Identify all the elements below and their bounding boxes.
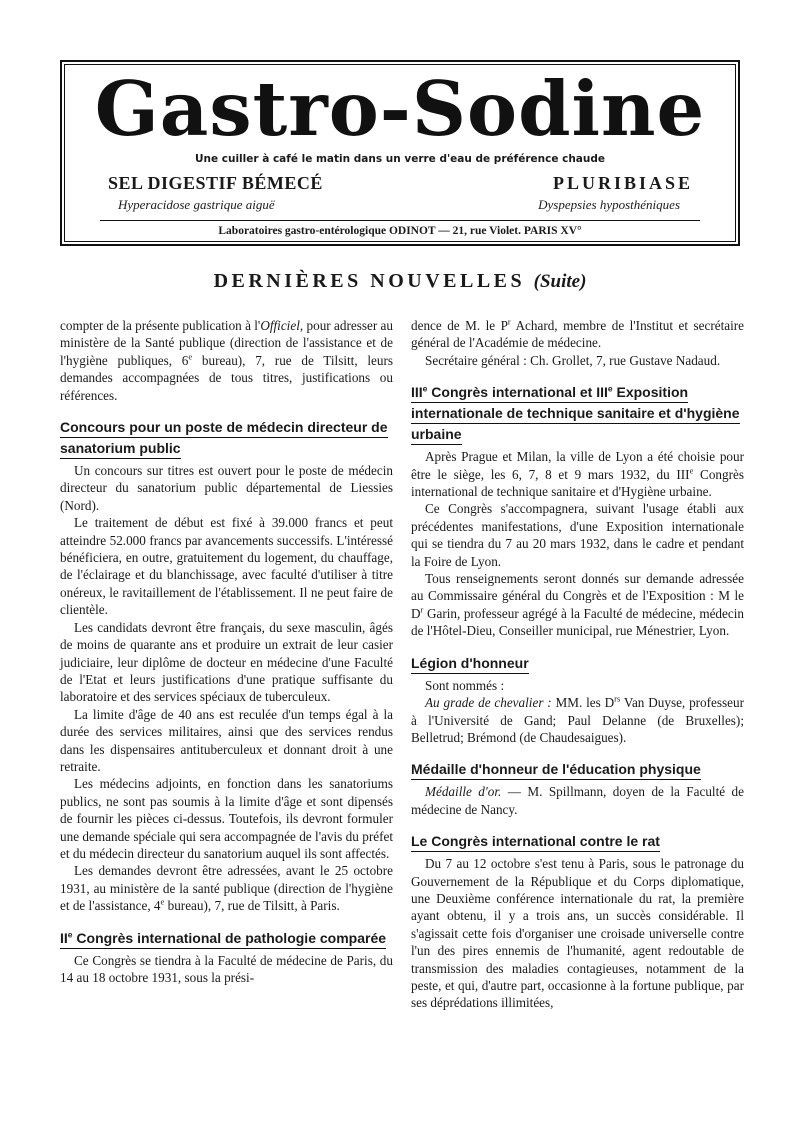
congres-rat-paragraph: Du 7 au 12 octobre s'est tenu à Paris, sous le patronage du Gouvernement de la République et du Corps diplomatique, une Deuxième conférence internationale du rat, la première ayant obtenu, il y a trois ans, un succès considérable. Il s'agissait cette fois d'organiser une croisade universelle contre l'un des pires ennemis de l'humanité, agent redoutable de transmission des maladies contagieuses, notamment de la peste, et qui, d'autre part, occasionne à la fortune publique, par ses déprédations illimitées, <box>411 856 744 1011</box>
page-title-suite: (Suite) <box>533 271 587 292</box>
brand-title: Gastro-Sodine <box>94 65 706 153</box>
concours-heading: Concours pour un poste de médecin directeur de sanatorium public <box>60 417 393 459</box>
advertisement-banner <box>60 60 740 246</box>
page-title-text: DERNIÈRES NOUVELLES <box>213 270 526 292</box>
concours-paragraph-2: Le traitement de début est fixé à 39.000 francs et peut atteindre 52.000 francs par avancements successifs. L'intéressé bénéficiera, en outre, gratuitement du logement, du chauffage, de l'éclairage et du blanchissage, avec faculté d'utiliser à titre onéreux, le ravitaillement de l'établissement. Il ne peut faire de clientèle. <box>60 515 393 618</box>
intro-paragraph: compter de la présente publication à l'Officiel, pour adresser au ministère de la Santé publique (direction de l'assistance et de l'hygiène publiques, 6e bureau), 7, rue de Tilsitt, leurs demandes accompagnées de tous titres, justifications ou références. <box>60 318 393 403</box>
congres-technique-paragraph-3: Tous renseignements seront donnés sur demande adressée au Commissaire général du Congrès et de l'Exposition : M le $D^r$ Garin, professeur agrégé à la Faculté de médecine, médecin de l'Hôtel-Dieu, Conseiller municipal, rue Ménestrier, Lyon. <box>411 571 744 639</box>
ad-divider <box>100 220 700 221</box>
left-product-indication: Hyperacidose gastrique aiguë <box>118 197 275 212</box>
congres-rat-heading: Le Congrès international contre le rat <box>411 831 744 852</box>
congres-pathologie-paragraph: Ce Congrès se tiendra à la Faculté de médecine de Paris, du 14 au 18 octobre 1931, sous la prési- <box>60 952 393 985</box>
ad-tagline: Une cuiller à café le matin dans un verre d'eau de préférence chaude <box>194 153 605 165</box>
medaille-paragraph: Médaille d'or. — M. Spillmann, doyen de la Faculté de médecine de Nancy. <box>411 784 744 817</box>
continuation-paragraph: dence de M. le $P^r$ Achard, membre de l'Institut et secrétaire général de l'Académie de médecine. <box>411 316 744 351</box>
legion-paragraph-1: Sont nommés : <box>425 677 505 693</box>
congres-pathologie-heading: IIe Congrès international de pathologie comparée <box>60 928 393 949</box>
laboratory-address: Laboratoires gastro-entérologique ODINOT — 21, rue Violet. PARIS XV° <box>218 225 582 237</box>
concours-paragraph-5: Les médecins adjoints, en fonction dans les sanatoriums publics, ne sont pas soumis à la limite d'âge et sont dipensés de fournir les pièces ci-dessus. Toutefois, ils devront formuler une demande spéciale qui sera accompagnée de l'avis du préfet et du médecin directeur du sanatorium auquel ils sont affectés. <box>60 776 393 861</box>
page-title <box>0 270 800 293</box>
right-product-name: PLURIBIASE <box>552 173 693 193</box>
concours-paragraph-1: Un concours sur titres est ouvert pour le poste de médecin directeur du sanatorium public départemental de Liessies (Nord). <box>60 463 393 513</box>
congres-technique-paragraph-1: Après Prague et Milan, la ville de Lyon a été choisie pour être le siège, les 6, 7, 8 et 9 mars 1932, du IIIe Congrès international de technique sanitaire et d'Hygiène urbaine. <box>411 449 744 500</box>
concours-paragraph-3: Les candidats devront être français, du sexe masculin, âgés de moins de quarante ans et produire un extrait de leur casier judiciaire, leur diplôme de docteur en médecine d'une Faculté de l'Etat et leurs justifications d'une pratique suffisante du laboratoire et des services spéciaux de tuberculeux. <box>60 619 393 705</box>
congres-technique-paragraph-2: Ce Congrès s'accompagnera, suivant l'usage établi aux précédentes manifestations, d'une Exposition internationale qui se tiendra du 7 au 20 mars 1932, dans le cadre et pendant la Foire de Lyon. <box>411 501 744 569</box>
legion-honneur-heading: Légion d'honneur <box>411 653 744 674</box>
congres-technique-heading: IIIe Congrès international et IIIe Exposition internationale de technique sanitaire et d'hygiène urbaine <box>411 382 744 445</box>
concours-paragraph-6: Les demandes devront être adressées, avant le 25 octobre 1931, au ministère de la santé publique (direction de l'hygiène et de l'assistance, 4e bureau), 7, rue de Tilsitt, à Paris. <box>60 863 393 914</box>
left-column <box>60 317 393 986</box>
concours-paragraph-4: La limite d'âge de 40 ans est reculée d'un temps égal à la durée des services militaires, ainsi que des services rendus dans les dispensaires antituberculeux et donnant droit à une retraite. <box>60 706 393 774</box>
medaille-heading: Médaille d'honneur de l'éducation physique <box>411 759 744 780</box>
left-product-name: SEL DIGESTIF BÉMECÉ <box>108 173 323 193</box>
right-column <box>411 317 744 1012</box>
secretaire-paragraph: Secrétaire général : Ch. Grollet, 7, rue Gustave Nadaud. <box>425 352 721 368</box>
legion-paragraph-2: Au grade de chevalier : MM. les $D^{rs}$ Van Duyse, professeur à l'Université de Gand; Paul Delanne (de Bruxelles); Belletrud; Brémond (de Chaudesaigues). <box>411 693 744 745</box>
right-product-indication: Dyspepsies hyposthéniques <box>538 197 680 212</box>
